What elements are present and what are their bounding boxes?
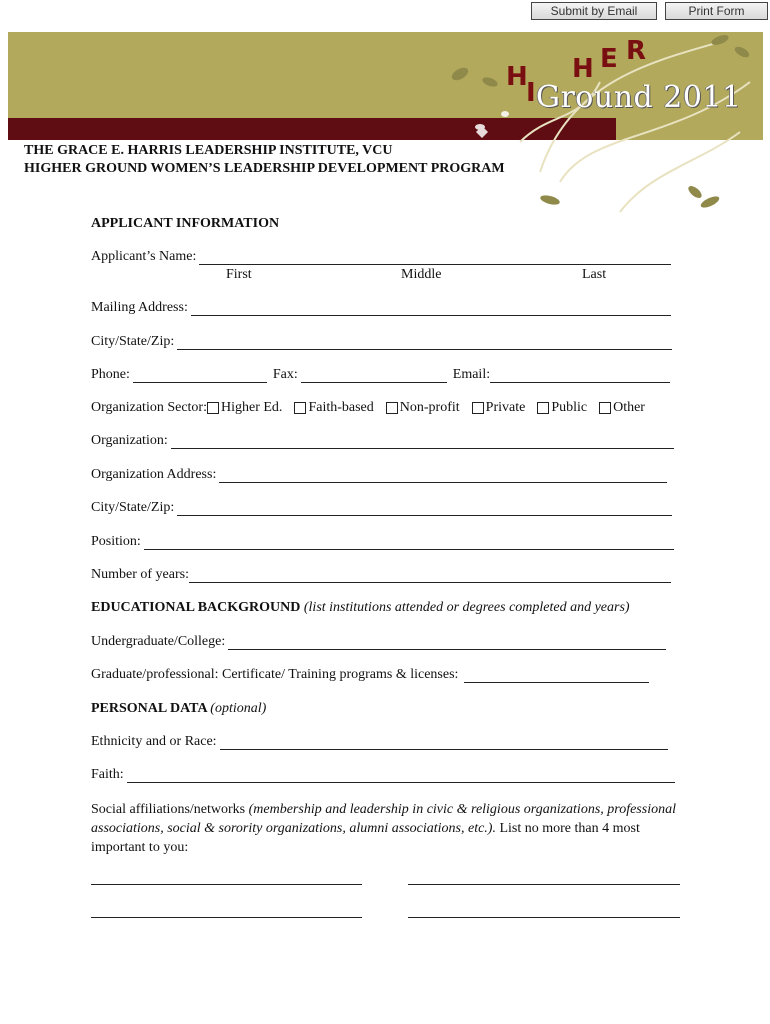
- position-label: Position:: [91, 534, 141, 549]
- number-of-years-label: Number of years:: [91, 567, 189, 582]
- floral-swirl-graphic: [420, 22, 770, 222]
- submit-by-email-button[interactable]: Submit by Email: [531, 2, 657, 20]
- undergraduate-label: Undergraduate/College:: [91, 634, 226, 649]
- email-field[interactable]: [490, 369, 670, 383]
- organization-address-label: Organization Address:: [91, 467, 217, 482]
- ethnicity-field[interactable]: [220, 736, 668, 750]
- sector-option-other[interactable]: Other: [599, 400, 645, 416]
- affiliation-field[interactable]: [91, 917, 362, 918]
- sector-option-higher-ed[interactable]: Higher Ed.: [207, 400, 282, 416]
- mailing-address-label: Mailing Address:: [91, 300, 188, 315]
- checkbox[interactable]: [472, 402, 484, 414]
- program-heading: [24, 142, 505, 178]
- undergraduate-field[interactable]: [228, 636, 666, 650]
- logo-letter: I: [526, 78, 536, 108]
- email-label: Email:: [452, 367, 491, 382]
- first-name-caption: First: [226, 267, 252, 282]
- checkbox[interactable]: [386, 402, 398, 414]
- organization-address-field[interactable]: [219, 469, 667, 483]
- checkbox[interactable]: [207, 402, 219, 414]
- organization-sector-label: Organization Sector:: [91, 400, 207, 415]
- graduate-label: Graduate/professional: Certificate/ Training programs & licenses:: [91, 667, 459, 682]
- applicant-name-label: Applicant’s Name:: [91, 249, 197, 264]
- education-note: (list institutions attended or degrees completed and years): [303, 600, 630, 615]
- phone-label: Phone:: [91, 367, 130, 382]
- affiliation-field[interactable]: [91, 884, 362, 885]
- affiliation-field[interactable]: [408, 884, 680, 885]
- affiliation-field[interactable]: [408, 917, 680, 918]
- program-name: HIGHER GROUND WOMEN’S LEADERSHIP DEVELOPMENT PROGRAM: [24, 161, 505, 176]
- applicant-name-field[interactable]: [199, 251, 671, 265]
- organization-label: Organization:: [91, 433, 168, 448]
- logo-letter: H: [506, 62, 528, 92]
- mailing-address-field[interactable]: [191, 302, 671, 316]
- institute-name: THE GRACE E. HARRIS LEADERSHIP INSTITUTE, VCU: [24, 143, 393, 158]
- graduate-field[interactable]: [464, 669, 649, 683]
- fax-label: Fax:: [272, 367, 298, 382]
- faith-field[interactable]: [127, 769, 675, 783]
- city-state-zip-label: City/State/Zip:: [91, 334, 175, 349]
- org-city-state-zip-label: City/State/Zip:: [91, 500, 175, 515]
- applicant-info-heading: APPLICANT INFORMATION: [91, 216, 280, 231]
- last-name-caption: Last: [582, 267, 607, 282]
- personal-data-heading: PERSONAL DATA (optional): [91, 701, 267, 716]
- print-form-button[interactable]: Print Form: [665, 2, 768, 20]
- city-state-zip-field[interactable]: [177, 336, 672, 350]
- sector-option-faith-based[interactable]: Faith-based: [294, 400, 373, 416]
- ethnicity-label: Ethnicity and or Race:: [91, 734, 217, 749]
- checkbox[interactable]: [599, 402, 611, 414]
- logo-ground-2011: Ground 2011: [536, 80, 742, 115]
- middle-name-caption: Middle: [401, 267, 442, 282]
- position-field[interactable]: [144, 536, 674, 550]
- logo-letter: H: [572, 54, 594, 84]
- logo-letter: R: [626, 36, 647, 66]
- phone-field[interactable]: [133, 369, 267, 383]
- org-city-state-zip-field[interactable]: [177, 502, 672, 516]
- organization-field[interactable]: [171, 435, 674, 449]
- number-of-years-field[interactable]: [189, 569, 671, 583]
- logo-letter: E: [600, 44, 618, 74]
- fax-field[interactable]: [301, 369, 447, 383]
- affiliations-instructions: Social affiliations/networks (membership and leadership in civic & religious organizations, professional associations, social & sorority organizations, alumni associations, etc.). List no more than 4 most important to you:: [91, 802, 676, 855]
- education-heading: EDUCATIONAL BACKGROUND (list institutions attended or degrees completed and years): [91, 600, 630, 615]
- sector-option-private[interactable]: Private: [472, 400, 526, 416]
- sector-option-public[interactable]: Public: [537, 400, 587, 416]
- sector-option-non-profit[interactable]: Non-profit: [386, 400, 460, 416]
- faith-label: Faith:: [91, 767, 124, 782]
- personal-data-note: (optional): [210, 701, 267, 716]
- checkbox[interactable]: [537, 402, 549, 414]
- checkbox[interactable]: [294, 402, 306, 414]
